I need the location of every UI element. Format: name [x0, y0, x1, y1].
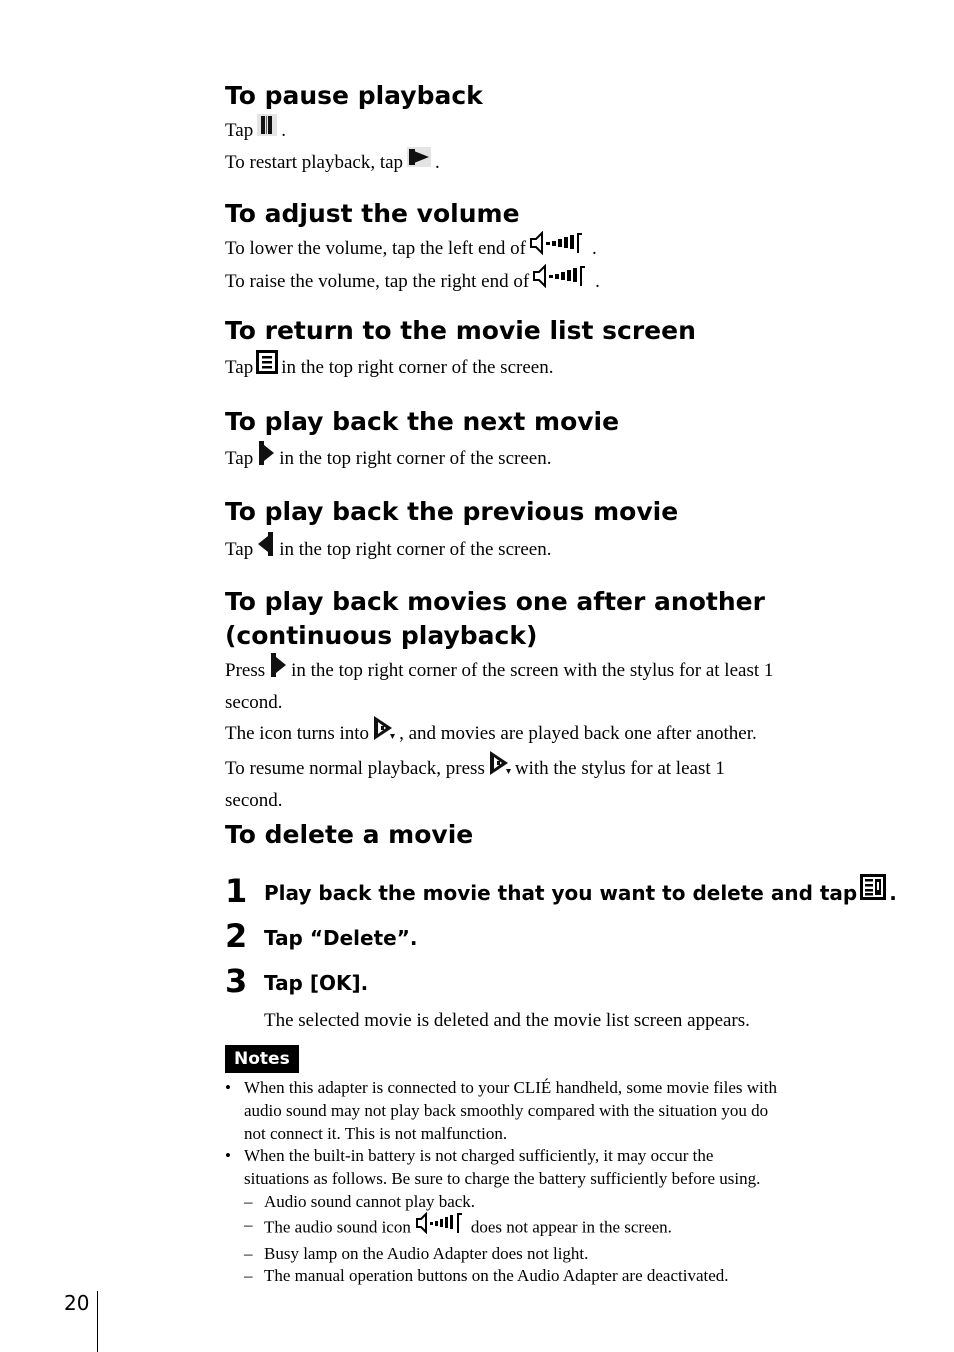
step-number: 2: [225, 917, 248, 955]
pause-instruction: Tap .: [225, 115, 880, 148]
page-margin-rule: [97, 1291, 98, 1352]
step-1: [225, 872, 897, 920]
continuous-play-icon: [372, 715, 396, 750]
note-subitem: – The audio sound icon does not appear in the screen.: [225, 1214, 880, 1243]
raise-volume-instruction: To raise the volume, tap the right end of .: [225, 266, 880, 299]
notes-label: Notes: [225, 1045, 299, 1073]
previous-movie-instruction: Tap in the top right corner of the screen.: [225, 533, 880, 568]
pause-icon: [256, 113, 278, 146]
section-continuous-playback: [225, 585, 880, 815]
next-icon: [268, 652, 288, 687]
heading-adjust-volume: To adjust the volume: [225, 199, 520, 228]
next-movie-instruction: Tap in the top right corner of the screen.: [225, 442, 880, 477]
volume-bar-icon: [529, 231, 589, 264]
audio-sound-icon: [415, 1212, 467, 1241]
heading-delete-movie: To delete a movie: [225, 820, 474, 849]
step-text: Play back the movie that you want to delete and tap .: [264, 875, 897, 913]
delete-steps: [225, 872, 897, 1031]
menu-icon: [860, 874, 886, 911]
note-subitem: – Audio sound cannot play back.: [244, 1191, 476, 1211]
note-subitem: – The manual operation buttons on the Audio Adapter are deactivated.: [244, 1266, 729, 1286]
movie-list-instruction: Tap in the top right corner of the screen.: [225, 352, 880, 385]
section-pause-playback: [225, 79, 880, 179]
section-next-movie: [225, 405, 880, 477]
section-movie-list: [225, 314, 880, 385]
page-number: 20: [64, 1291, 90, 1315]
notes-list: [225, 1077, 880, 1288]
heading-movie-list: To return to the movie list screen: [225, 316, 696, 345]
heading-pause-playback: To pause playback: [225, 81, 483, 110]
section-delete-movie: [225, 818, 880, 852]
section-previous-movie: [225, 495, 880, 568]
next-icon: [256, 440, 276, 475]
note-subitem: – Busy lamp on the Audio Adapter does not light.: [244, 1243, 589, 1263]
continuous-press-instruction: Press in the top right corner of the screen with the stylus for at least 1 second.: [225, 654, 880, 717]
step-description: The selected movie is deleted and the movie list screen appears.: [264, 1010, 750, 1031]
continuous-icon-change-text: The icon turns into , and movies are played back one after another.: [225, 717, 880, 752]
continuous-play-icon: [488, 750, 512, 785]
play-icon: [406, 146, 432, 177]
step-number: 1: [225, 872, 248, 910]
heading-previous-movie: To play back the previous movie: [225, 497, 679, 526]
step-text: Tap [OK].: [264, 971, 369, 995]
step-text: Tap “Delete”.: [264, 926, 418, 950]
previous-icon: [256, 531, 276, 566]
section-adjust-volume: [225, 197, 880, 299]
heading-continuous-playback: To play back movies one after another (continuous playback): [225, 587, 765, 650]
heading-next-movie: To play back the next movie: [225, 407, 620, 436]
note-item: • When this adapter is connected to your CLIÉ handheld, some movie files with audio sound may not play back smoothly compared with the situation you do not connect it. This is not malfunction.: [225, 1078, 778, 1143]
list-icon: [256, 350, 278, 383]
step-number: 3: [225, 962, 248, 1000]
note-item: • When the built-in battery is not charged sufficiently, it may occur the situations as follows. Be sure to charge the battery sufficiently before using.: [225, 1146, 761, 1189]
step-3: [225, 962, 880, 1031]
restart-instruction: To restart playback, tap .: [225, 148, 880, 179]
continuous-resume-instruction: To resume normal playback, press with the stylus for at least 1 second.: [225, 752, 880, 815]
volume-bar-icon: [532, 264, 592, 297]
step-2: [225, 917, 880, 965]
lower-volume-instruction: To lower the volume, tap the left end of .: [225, 233, 880, 266]
